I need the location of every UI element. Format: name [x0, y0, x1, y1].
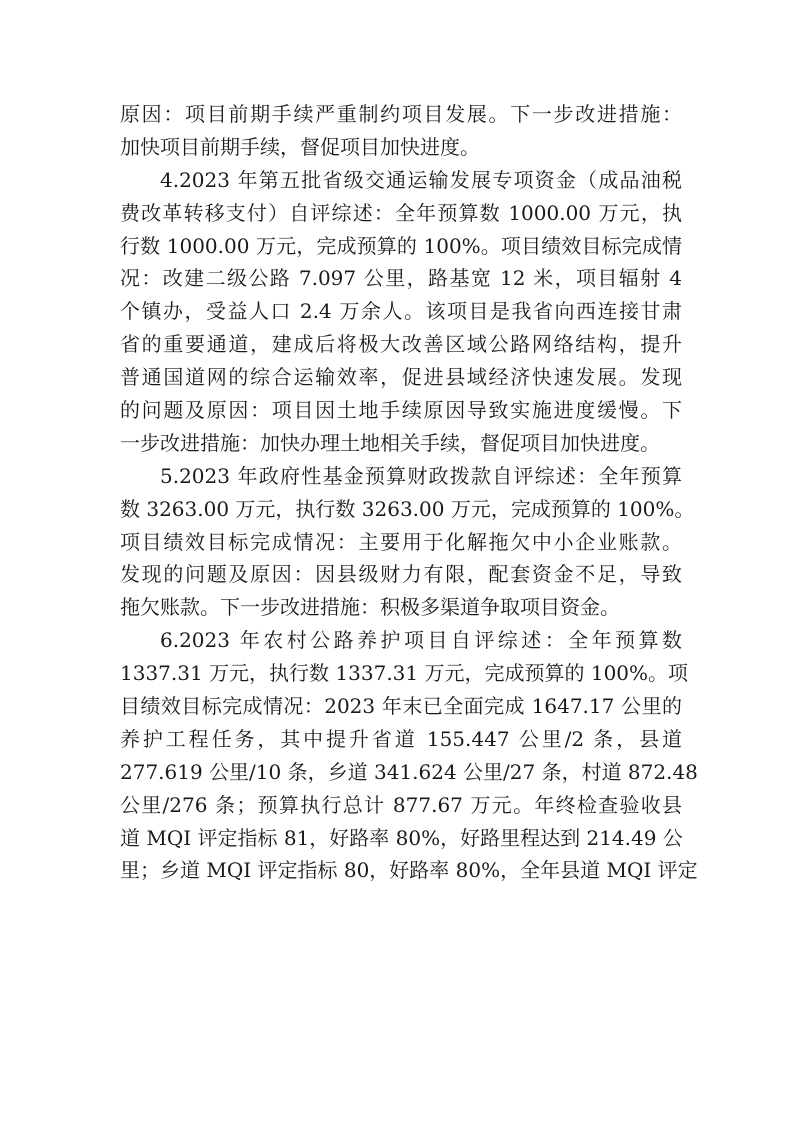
text-line: 个镇办，受益人口 2.4 万余人。该项目是我省向西连接甘肃 — [120, 299, 682, 324]
text-line: 数 3263.00 万元，执行数 3263.00 万元，完成预算的 100%。 — [120, 496, 695, 521]
text-line: 一步改进措施：加快办理土地相关手续，督促项目加快进度。 — [120, 430, 660, 455]
text-line: 原因：项目前期手续严重制约项目发展。下一步改进措施： — [120, 102, 682, 126]
text-line: 项目绩效目标完成情况：主要用于化解拖欠中小企业账款。 — [120, 529, 682, 554]
text-line: 省的重要通道，建成后将极大改善区域公路网络结构，提升 — [120, 332, 682, 357]
text-line: 行数 1000.00 万元，完成预算的 100%。项目绩效目标完成情 — [120, 233, 682, 258]
text-line: 公里/276 条；预算执行总计 877.67 万元。年终检查验收县 — [120, 792, 682, 817]
text-line: 发现的问题及原因：因县级财力有限，配套资金不足，导致 — [120, 562, 682, 587]
text-line: 养护工程任务，其中提升省道 155.447 公里/2 条，县道 — [120, 726, 682, 751]
text-line: 目绩效目标完成情况：2023 年末已全面完成 1647.17 公里的 — [120, 694, 682, 719]
text-line: 加快项目前期手续，督促项目加快进度。 — [120, 134, 480, 159]
text-line: 1337.31 万元，执行数 1337.31 万元，完成预算的 100%。项 — [120, 661, 689, 686]
text-line: 道 MQI 评定指标 81，好路率 80%，好路里程达到 214.49 公 — [120, 825, 683, 850]
text-line: 普通国道网的综合运输效率，促进县域经济快速发展。发现 — [120, 365, 682, 390]
text-line: 费改革转移支付）自评综述：全年预算数 1000.00 万元，执 — [120, 200, 682, 225]
text-line: 6.2023 年农村公路养护项目自评综述：全年预算数 — [160, 628, 682, 653]
text-line: 277.619 公里/10 条，乡道 341.624 公里/27 条，村道 872.48 — [120, 759, 698, 784]
text-line: 里；乡道 MQI 评定指标 80，好路率 80%，全年县道 MQI 评定 — [120, 858, 698, 883]
text-line: 4.2023 年第五批省级交通运输发展专项资金（成品油税 — [160, 167, 682, 192]
document-body — [120, 98, 698, 887]
text-line: 况：改建二级公路 7.097 公里，路基宽 12 米，项目辐射 4 — [120, 266, 682, 291]
text-line: 的问题及原因：项目因土地手续原因导致实施进度缓慢。下 — [120, 398, 682, 423]
text-line: 5.2023 年政府性基金预算财政拨款自评综述：全年预算 — [160, 463, 682, 488]
text-line: 拖欠账款。下一步改进措施：积极多渠道争取项目资金。 — [120, 595, 620, 620]
